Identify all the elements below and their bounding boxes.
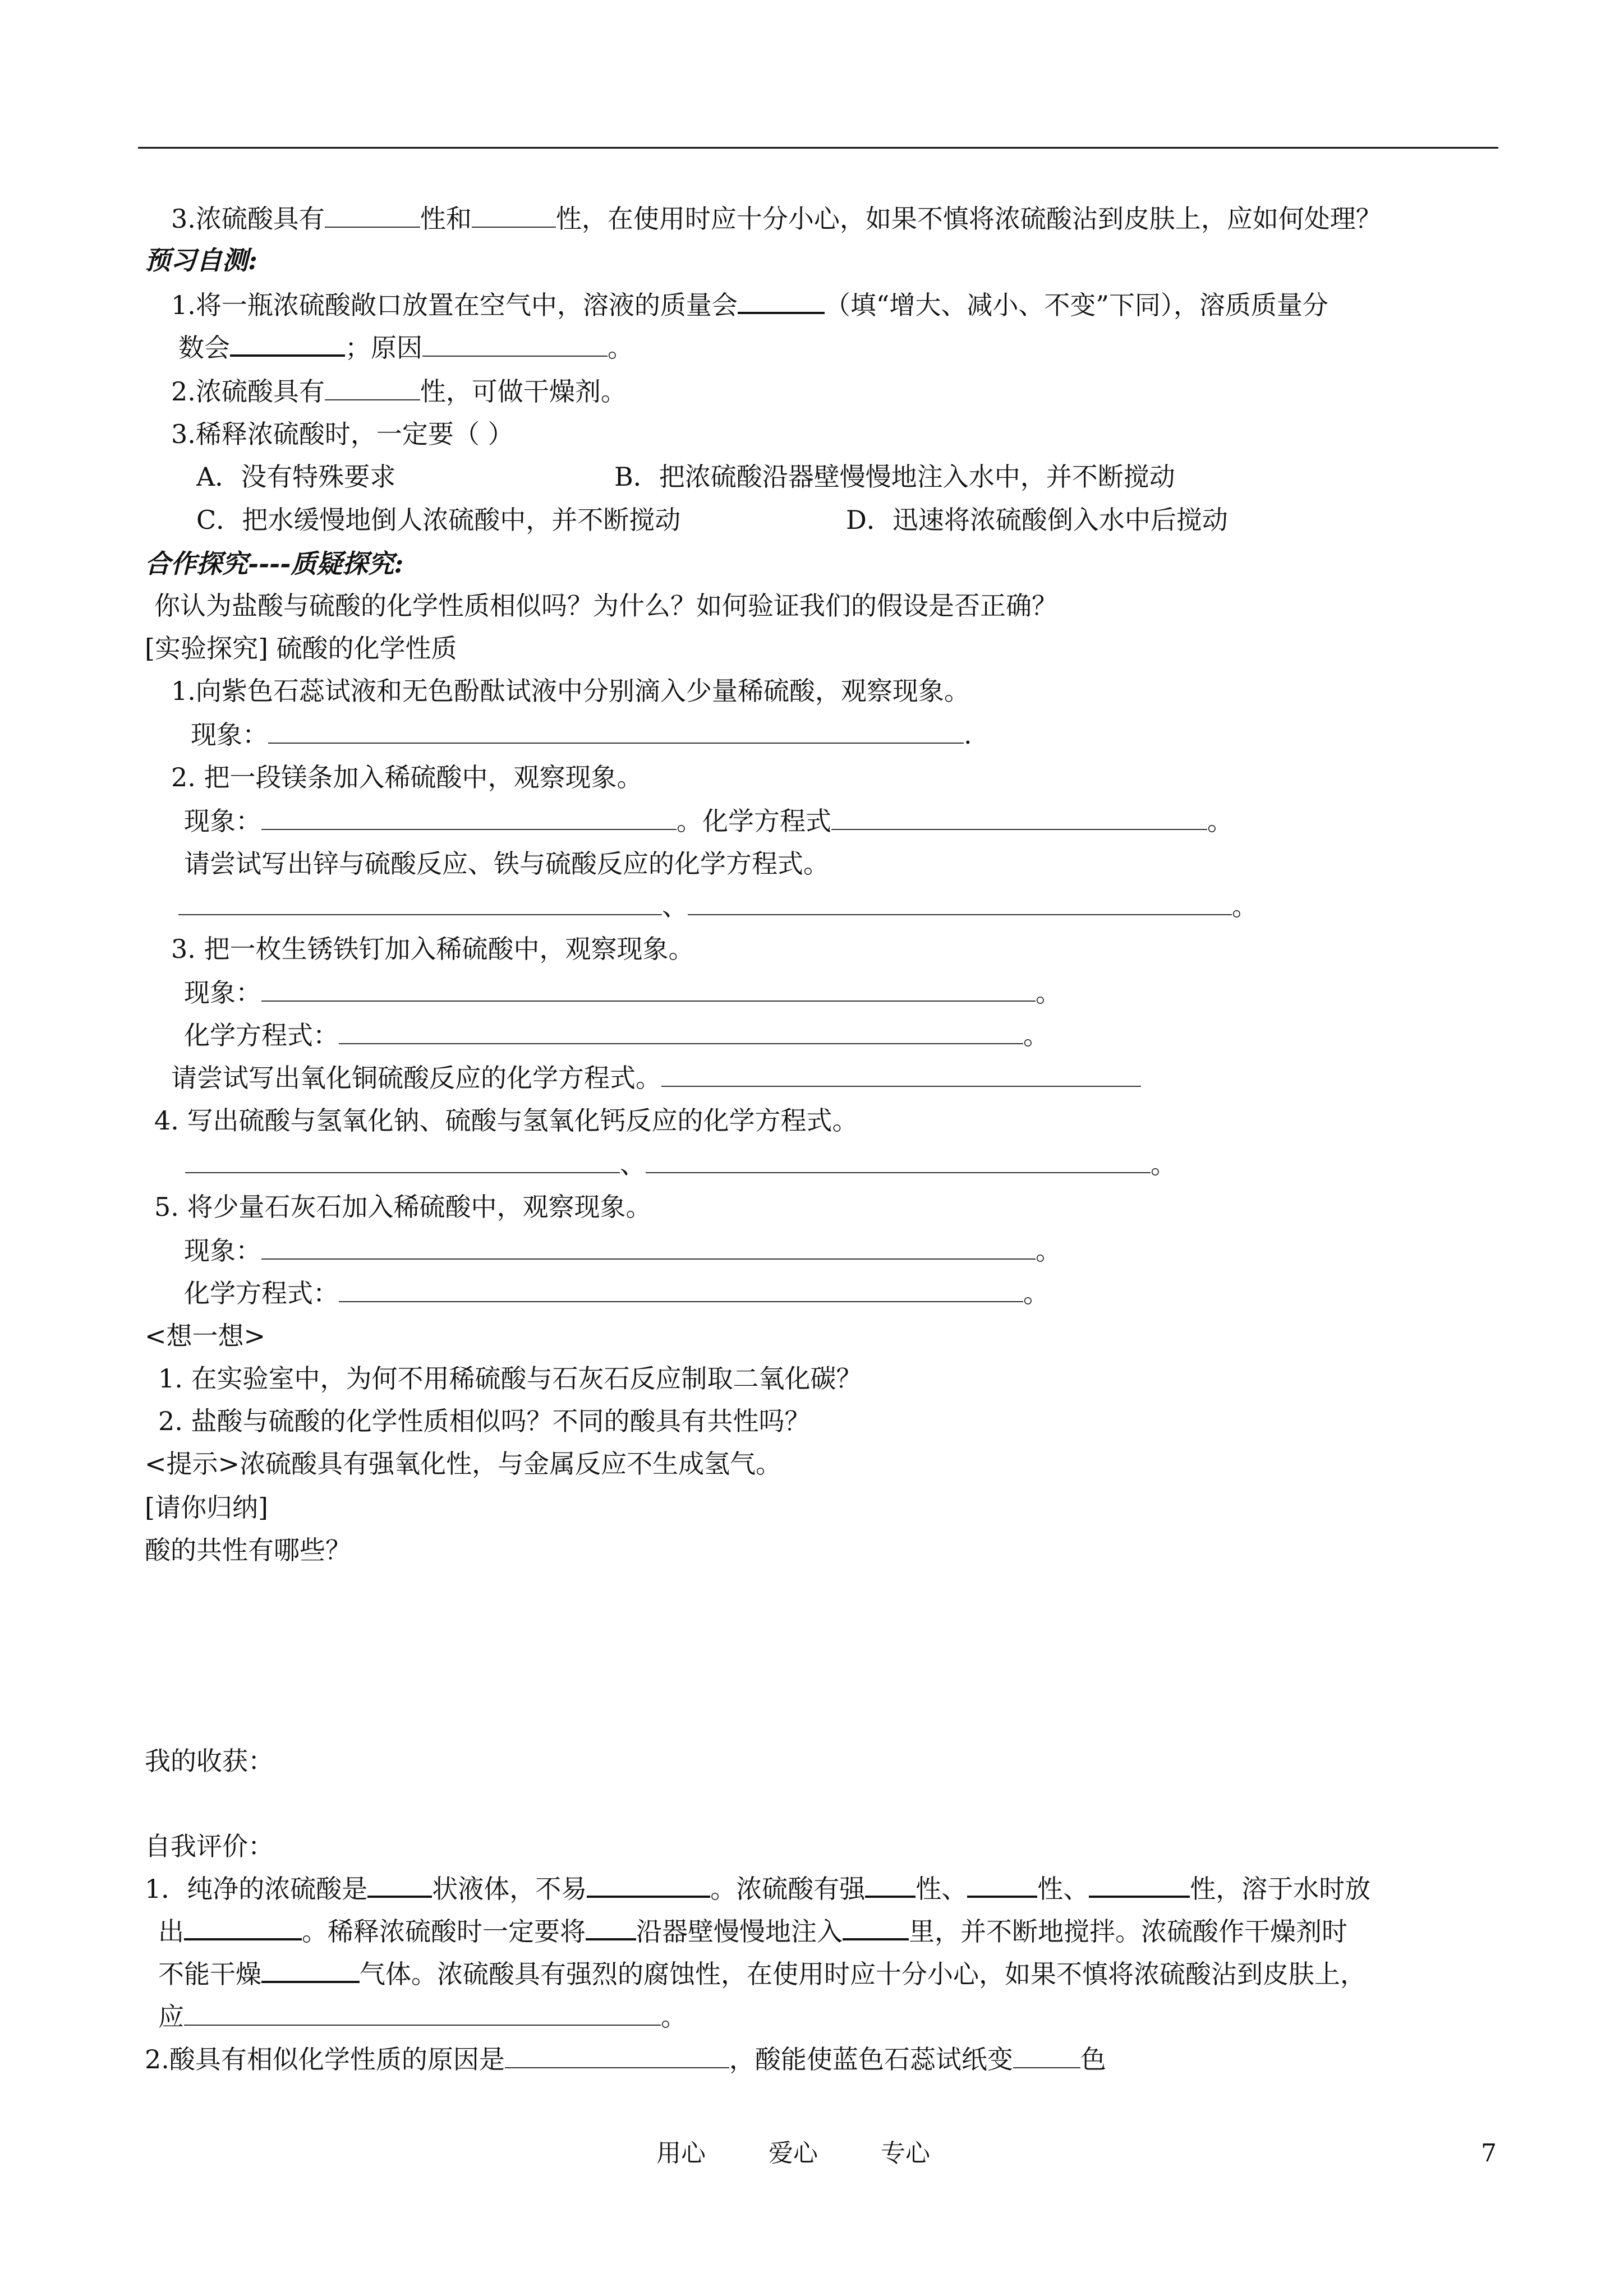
blank [261, 1958, 360, 1983]
text: 沿器壁慢慢地注入 [636, 1916, 843, 1947]
blank [184, 2002, 661, 2026]
blank [586, 1916, 636, 1940]
blank [185, 1150, 620, 1173]
preview-q2-line [171, 375, 627, 408]
think-q1: 1. 在实验室中，为何不用稀硫酸与石灰石反应制取二氧化碳？ [158, 1363, 862, 1394]
exp1-observation [191, 718, 972, 751]
blank [325, 377, 420, 400]
blank [843, 1916, 909, 1940]
blank [831, 806, 1207, 830]
text: 现象： [184, 1235, 261, 1266]
blank [339, 1021, 1023, 1044]
text: 。 [661, 2002, 687, 2032]
exp5-text: 5. 将少量石灰石加入稀硫酸中，观察现象。 [154, 1192, 652, 1222]
text: 。 [1036, 1235, 1061, 1266]
blank [661, 1063, 1141, 1087]
text: 。化学方程式 [677, 806, 831, 836]
text: 现象： [191, 720, 268, 750]
text: （填“增大、减小、不变”下同），溶质质量分 [824, 290, 1328, 320]
blank [472, 204, 556, 228]
section-heading-cooperative: 合作探究----质疑探究: [145, 548, 404, 579]
exp3-try [171, 1061, 1141, 1095]
q3-text-c: 性，在使用时应十分小心，如果不慎将浓硫酸沾到皮肤上，应如何处理？ [555, 204, 1382, 234]
preview-q3-option-b: B．把浓硫酸沿器壁慢慢地注入水中，并不断搅动 [614, 462, 1175, 492]
text: 化学方程式： [184, 1020, 339, 1050]
text: 气体。浓硫酸具有强烈的腐蚀性，在使用时应十分小心，如果不慎将浓硫酸沾到皮肤上， [360, 1959, 1366, 1989]
exp3-equation [184, 1018, 1049, 1052]
blank [1013, 2045, 1080, 2068]
text: 1．纯净的浓硫酸是 [145, 1874, 368, 1904]
exp5-observation [184, 1234, 1061, 1267]
exp3-text: 3. 把一枚生锈铁钉加入稀硫酸中，观察现象。 [171, 934, 694, 964]
text: 请尝试写出氧化铜硫酸反应的化学方程式。 [171, 1063, 661, 1093]
blank [367, 1873, 432, 1898]
text: 化学方程式： [184, 1278, 339, 1308]
blank [261, 1236, 1036, 1260]
text: ；原因 [345, 333, 422, 363]
exp5-equation [184, 1276, 1049, 1310]
exp4-equations [185, 1147, 1176, 1181]
blank [184, 1916, 302, 1940]
blank [230, 332, 345, 357]
text: 2.酸具有相似化学性质的原因是 [145, 2044, 505, 2074]
footer-motto-1: 用心 [656, 2139, 706, 2168]
blank [339, 1279, 1023, 1302]
q3-text-b: 性和 [420, 204, 472, 234]
text: 里，并不断地搅拌。浓硫酸作干燥剂时 [909, 1916, 1347, 1947]
blank [261, 806, 677, 830]
exp2-observation [184, 804, 1233, 838]
self-eval-line2 [158, 1915, 1347, 1948]
text: 性，可做干燥剂。 [420, 376, 627, 407]
text: 性、 [915, 1874, 968, 1904]
text: 不能干燥 [158, 1959, 261, 1989]
blank [587, 1873, 710, 1898]
text: 。 [1023, 1278, 1049, 1308]
text: 色 [1080, 2044, 1106, 2074]
text: . [964, 720, 972, 750]
header-rule [138, 147, 1498, 149]
preview-q3-option-c: C．把水缓慢地倒人浓硫酸中，并不断搅动 [196, 505, 681, 535]
q3-text-a: 3.浓硫酸具有 [171, 204, 325, 234]
blank [178, 892, 662, 915]
text: 应 [158, 2002, 184, 2032]
preview-q1-line2 [178, 331, 633, 365]
summary-title: [请你归纳] [145, 1492, 268, 1523]
exp4-text: 4. 写出硫酸与氢氧化钠、硫酸与氢氧化钙反应的化学方程式。 [154, 1105, 858, 1136]
text: 。 [1232, 891, 1258, 921]
question-3-line [171, 202, 1382, 236]
self-eval-line1 [145, 1872, 1370, 1906]
self-eval-title: 自我评价： [145, 1831, 274, 1861]
text: 现象： [184, 806, 261, 836]
text: 。 [608, 333, 633, 363]
summary-question: 酸的共性有哪些？ [145, 1535, 351, 1565]
blank [325, 204, 420, 228]
text: 、 [620, 1149, 646, 1179]
self-eval-line3 [158, 1957, 1366, 1991]
preview-q3-option-a: A．没有特殊要求 [196, 462, 396, 492]
text: 。浓硫酸有强 [710, 1874, 866, 1904]
text: 状液体，不易 [432, 1874, 587, 1904]
blank [268, 720, 964, 744]
think-q2: 2. 盐酸与硫酸的化学性质相似吗？不同的酸具有共性吗？ [158, 1406, 811, 1436]
text: 。 [1023, 1020, 1049, 1050]
hint: <提示>浓硫酸具有强氧化性，与金属反应不生成氢气。 [145, 1449, 782, 1479]
text: 性、 [1037, 1874, 1089, 1904]
preview-q3-option-d: D．迅速将浓硫酸倒入水中后搅动 [846, 505, 1228, 535]
self-eval-line4 [158, 2000, 687, 2034]
preview-q1-line1 [171, 288, 1328, 322]
exp2-try: 请尝试写出锌与硫酸反应、铁与硫酸反应的化学方程式。 [184, 849, 829, 879]
text: 。 [1036, 978, 1061, 1008]
text: 。 [1207, 806, 1233, 836]
text: 、 [662, 891, 688, 921]
page-number: 7 [1481, 2139, 1497, 2168]
blank [1089, 1873, 1190, 1898]
self-eval-line5 [145, 2043, 1106, 2076]
text: 现象： [184, 978, 261, 1008]
text: 1.将一瓶浓硫酸敞口放置在空气中，溶液的质量会 [171, 290, 738, 320]
experiment-title: [实验探究] 硫酸的化学性质 [145, 633, 457, 663]
preview-q3-stem: 3.稀释浓硫酸时，一定要（ ） [171, 419, 514, 449]
think-title: <想一想> [145, 1321, 266, 1351]
coop-intro: 你认为盐酸与硫酸的化学性质相似吗？为什么？如何验证我们的假设是否正确？ [154, 591, 1057, 621]
blank [505, 2045, 729, 2068]
blank [646, 1150, 1151, 1173]
exp3-observation [184, 976, 1061, 1009]
footer-motto-3: 专心 [881, 2139, 930, 2168]
text: 2.浓硫酸具有 [171, 376, 325, 407]
footer-motto-2: 爱心 [769, 2139, 818, 2168]
blank [688, 892, 1232, 915]
blank [422, 333, 608, 357]
blank [967, 1873, 1037, 1898]
text: 。稀释浓硫酸时一定要将 [302, 1916, 586, 1947]
blank [865, 1873, 915, 1898]
exp2-equations [178, 889, 1258, 923]
exp2-text: 2. 把一段镁条加入稀硫酸中，观察现象。 [171, 762, 643, 792]
section-heading-preview: 预习自测: [145, 245, 257, 275]
exp1-text: 1.向紫色石蕊试液和无色酚酞试液中分别滴入少量稀硫酸，观察现象。 [171, 676, 970, 706]
blank [261, 978, 1036, 1002]
text: 出 [158, 1916, 184, 1947]
text: 性，溶于水时放 [1190, 1874, 1371, 1904]
harvest-label: 我的收获： [145, 1746, 274, 1776]
text: 数会 [178, 333, 230, 363]
blank [738, 289, 825, 314]
text: ，酸能使蓝色石蕊试纸变 [729, 2044, 1013, 2074]
text: 。 [1151, 1149, 1176, 1179]
